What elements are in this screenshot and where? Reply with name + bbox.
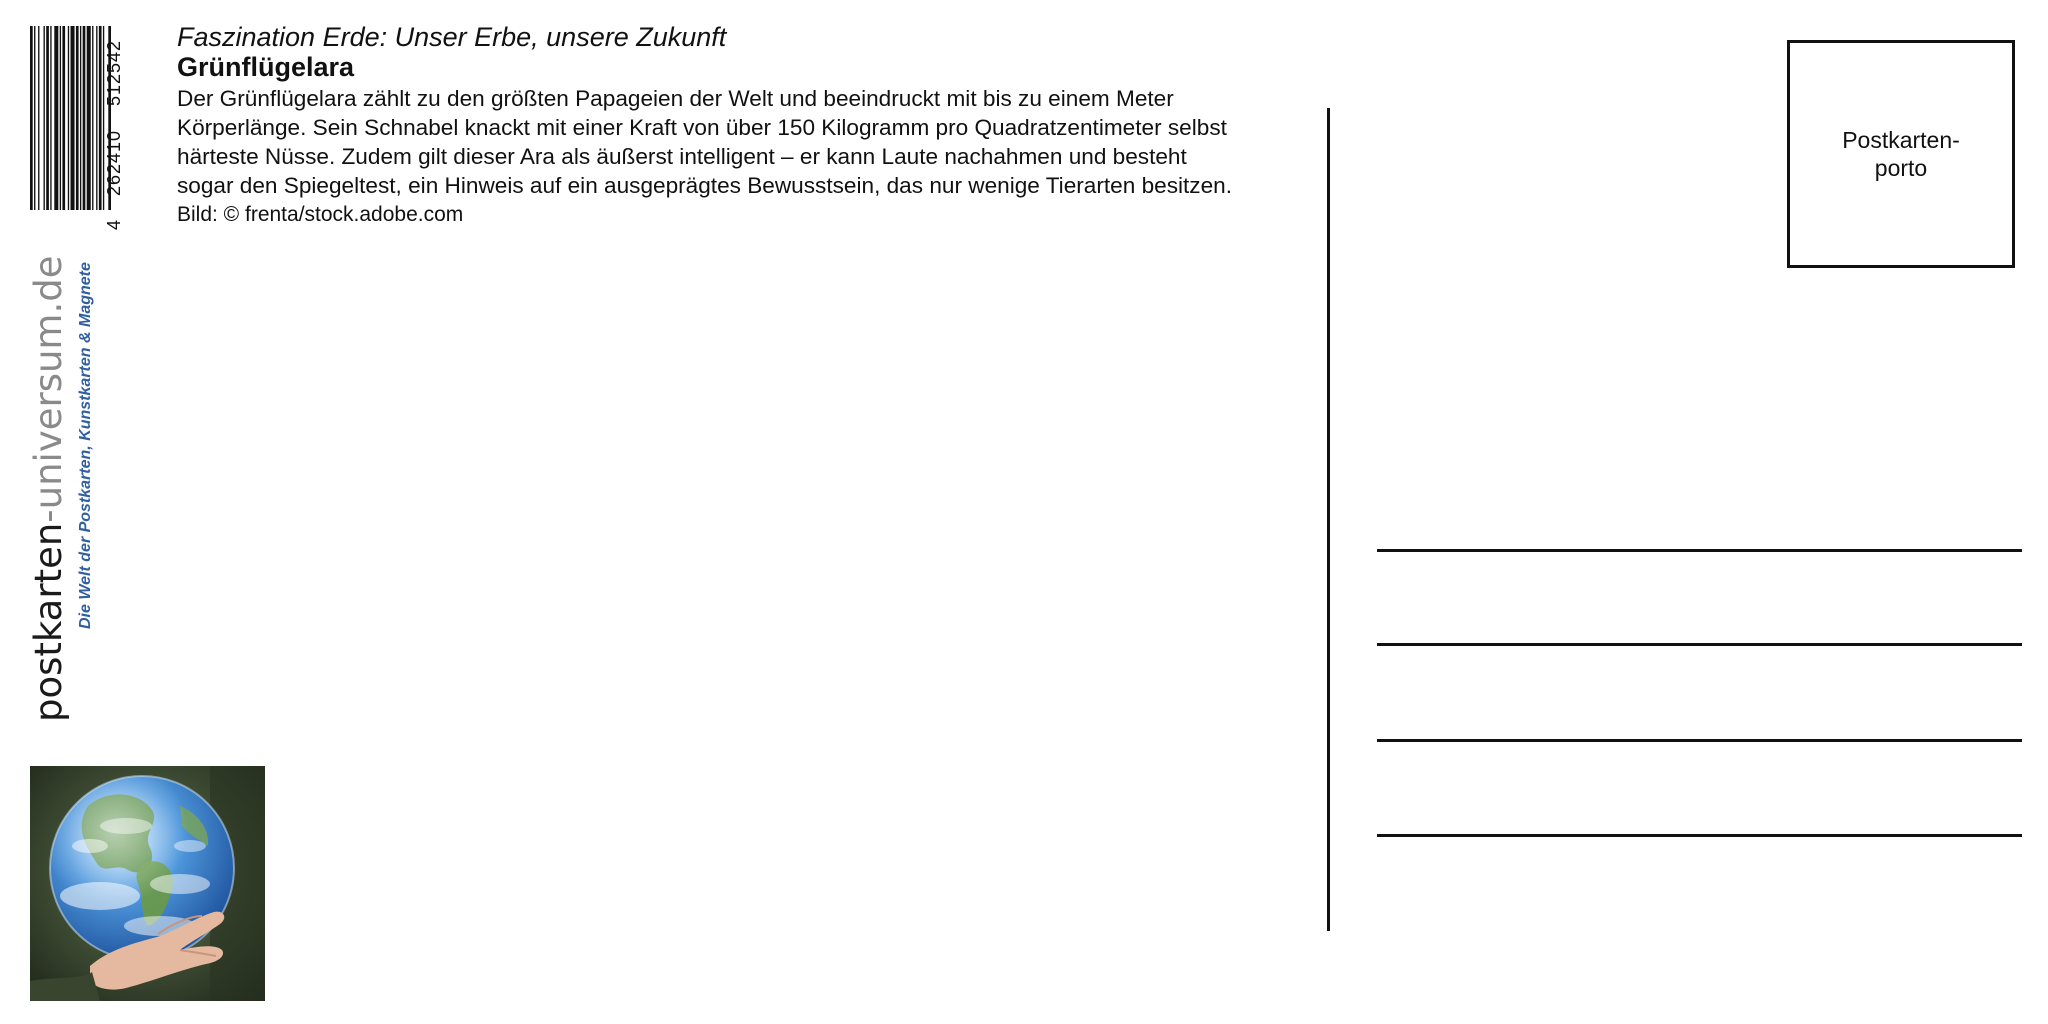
barcode-bar: [60, 26, 61, 210]
description-line: Der Grünflügelara zählt zu den größten Papageien der Welt und beeindruckt mit bis zu einem Meter: [177, 86, 1174, 111]
address-line: [1377, 834, 2022, 837]
barcode-bar: [68, 26, 69, 210]
barcode-digit-group: 4: [104, 218, 124, 230]
card-title: Grünflügelara: [177, 52, 355, 82]
barcode-bar: [54, 26, 58, 210]
barcode-bar: [44, 26, 45, 210]
barcode-bar: [96, 26, 97, 210]
barcode-number: [104, 40, 128, 230]
brand-tagline: Die Welt der Postkarten, Kunstkarten & Magnete: [77, 262, 94, 629]
earth-in-hand-image: [30, 766, 265, 1001]
barcode-bar: [50, 26, 51, 210]
image-credit: Bild: © frenta/stock.adobe.com: [177, 203, 464, 226]
series-title: Faszination Erde: Unser Erbe, unsere Zukunft: [177, 22, 727, 52]
brand-name: [27, 255, 70, 722]
address-line: [1377, 739, 2022, 742]
barcode-bar: [71, 26, 75, 210]
address-line: [1377, 549, 2022, 552]
description-line: härteste Nüsse. Zudem gilt dieser Ara als äußerst intelligent – er kann Laute nachahmen und besteht: [177, 144, 1187, 169]
brand-name-part2: -universum.de: [27, 255, 70, 523]
barcode-bar: [34, 26, 35, 210]
barcode: [30, 26, 112, 210]
description-line: sogar den Spiegeltest, ein Hinweis auf ein ausgeprägtes Bewusstsein, das nur wenige Tierarten besitzen.: [177, 173, 1232, 198]
barcode-bar: [83, 26, 86, 210]
barcode-bar: [62, 26, 65, 210]
barcode-bar: [46, 26, 49, 210]
description-line: Körperlänge. Sein Schnabel knackt mit einer Kraft von über 150 Kilogramm pro Quadratzentimeter selbst: [177, 115, 1227, 140]
center-divider: [1327, 108, 1330, 931]
barcode-bar: [80, 26, 81, 210]
stamp-box: [1787, 40, 2015, 268]
barcode-digit-group: 262410: [104, 129, 124, 196]
barcode-bar: [99, 26, 102, 210]
barcode-bar: [92, 26, 93, 210]
barcode-digit-group: 512542: [104, 40, 124, 107]
barcode-bar: [38, 26, 39, 210]
brand-logo: [27, 255, 108, 722]
card-description: [177, 84, 1317, 200]
barcode-bar: [87, 26, 91, 210]
stamp-label-line1: Postkarten-: [1842, 127, 1960, 153]
stamp-label-line2: porto: [1874, 155, 1928, 181]
address-line: [1377, 643, 2022, 646]
brand-name-part1: postkarten: [27, 522, 70, 722]
barcode-bar: [30, 26, 33, 210]
barcode-bar: [76, 26, 79, 210]
